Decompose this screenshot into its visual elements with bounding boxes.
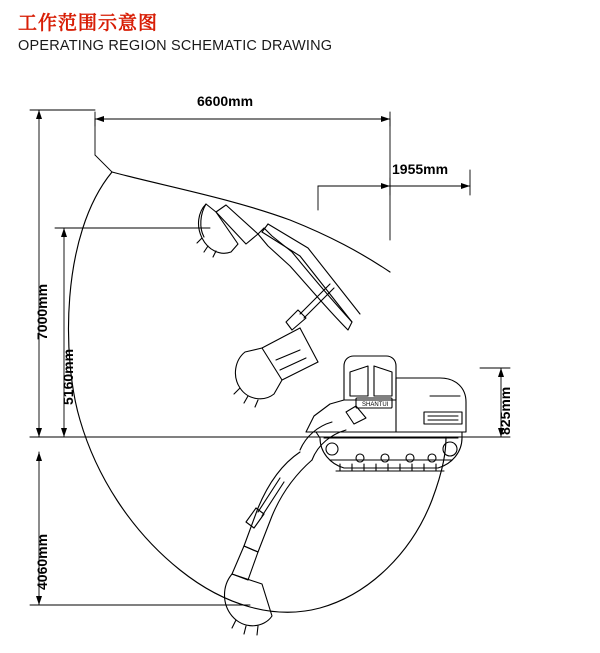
dimension-label-ground-clearance: 825mm (497, 386, 513, 435)
page-title-chinese: 工作范围示意图 (18, 13, 159, 34)
dimension-label-max-dumping-height: 5160mm (60, 348, 76, 405)
boom-digging-down (225, 452, 313, 635)
diagram-canvas (0, 60, 600, 648)
dimension-label-max-reach: 6600mm (197, 93, 254, 109)
working-envelope-curve (68, 172, 446, 612)
machine-upperstructure (300, 356, 466, 460)
excavator-working-range-svg (0, 60, 600, 648)
dimension-label-max-digging-height: 7000mm (34, 283, 50, 340)
dimension-max-reach (95, 112, 390, 240)
dimension-label-min-swing-radius: 1955mm (392, 161, 449, 177)
crawler-track (316, 432, 462, 471)
boom-raised (197, 204, 360, 407)
dimension-max-digging-depth (30, 437, 250, 605)
dimension-label-max-digging-depth: 4060mm (34, 533, 50, 590)
dimension-max-dumping-height (55, 228, 210, 437)
machine-brand-label: SHANTUI (362, 402, 389, 408)
page-title-english: OPERATING REGION SCHEMATIC DRAWING (18, 38, 333, 54)
